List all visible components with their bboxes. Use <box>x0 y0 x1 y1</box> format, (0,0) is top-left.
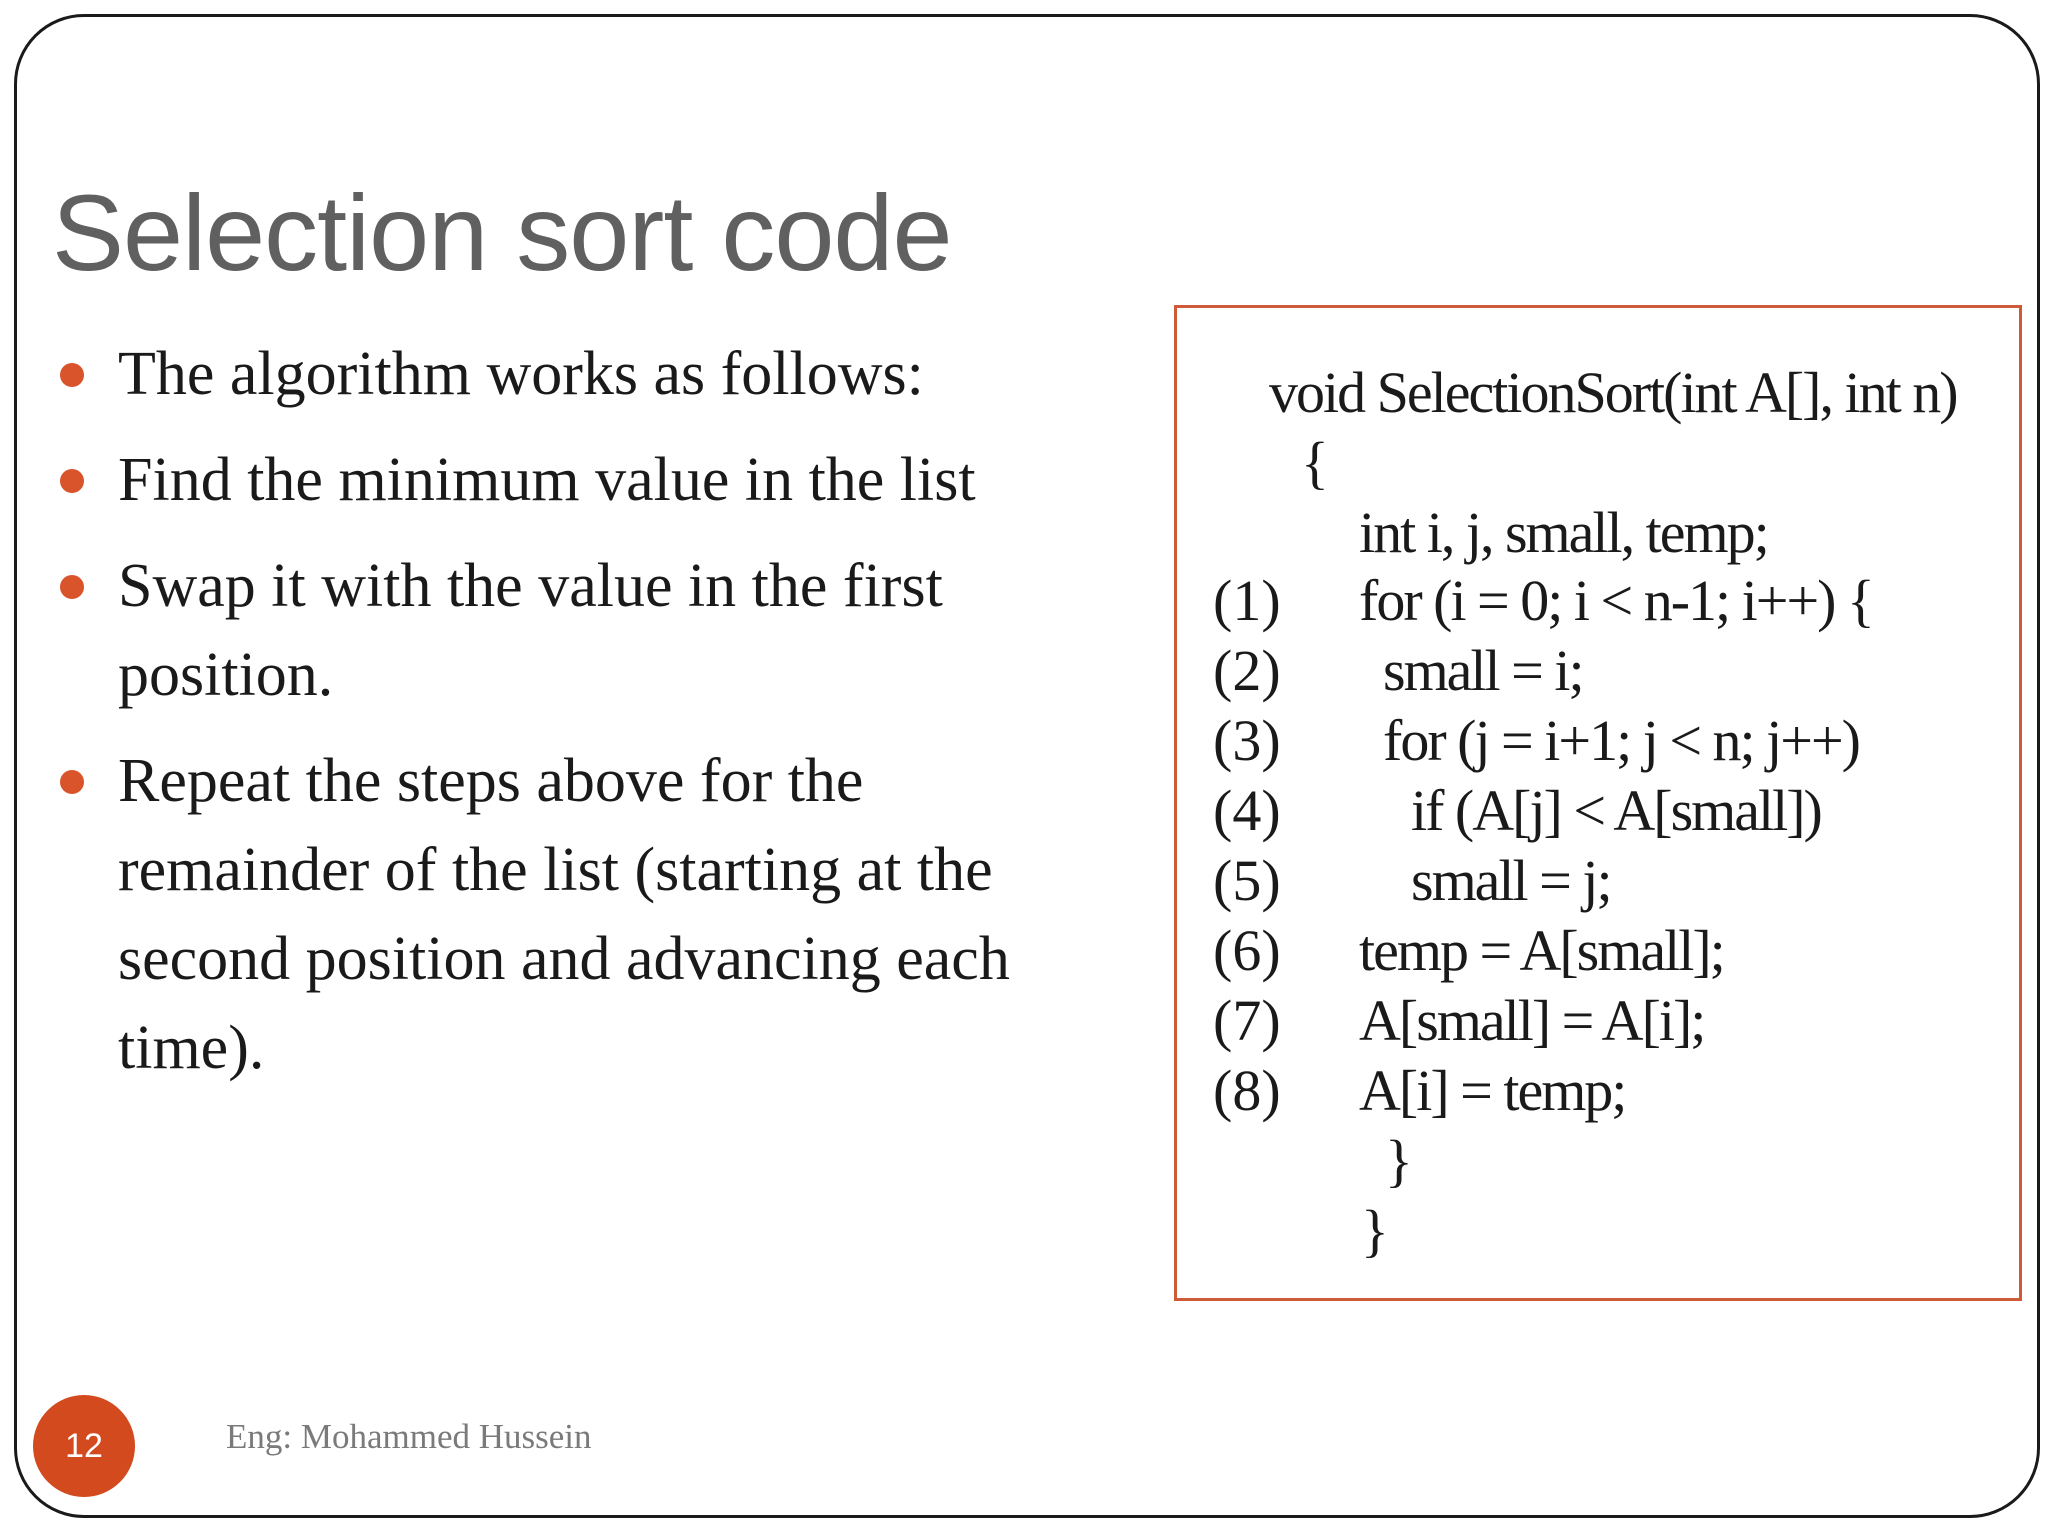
slide-title: Selection sort code <box>52 172 952 293</box>
code-line: for (j = i+1; j < n; j++) <box>1383 708 1859 773</box>
code-open-brace: { <box>1301 430 1327 495</box>
bullet-dot-icon <box>60 575 84 599</box>
code-inner-close-brace: } <box>1385 1128 1411 1193</box>
bullet-item <box>60 330 1120 419</box>
bullet-text: Repeat the steps above for the remainder of the list (starting at the second position and advancing each time). <box>118 747 1010 1082</box>
code-declaration: int i, j, small, temp; <box>1359 500 1768 565</box>
code-close-brace: } <box>1361 1198 1387 1263</box>
footer-author: Eng: Mohammed Hussein <box>226 1417 592 1456</box>
bullet-item <box>60 542 1120 720</box>
code-function-header: void SelectionSort(int A[], int n) <box>1269 360 1957 425</box>
bullet-text: Swap it with the value in the first position. <box>118 552 943 709</box>
code-box <box>1174 305 2022 1301</box>
bullet-list <box>60 330 1120 1110</box>
line-number: (1) <box>1213 568 1281 633</box>
line-number: (8) <box>1213 1058 1281 1123</box>
code-line: for (i = 0; i < n-1; i++) { <box>1359 568 1873 633</box>
line-number: (4) <box>1213 778 1281 843</box>
code-line: temp = A[small]; <box>1359 918 1724 983</box>
line-number: (7) <box>1213 988 1281 1053</box>
line-number: (2) <box>1213 638 1281 703</box>
code-line: small = j; <box>1411 848 1611 913</box>
line-number: (5) <box>1213 848 1281 913</box>
bullet-dot-icon <box>60 469 84 493</box>
bullet-text: The algorithm works as follows: <box>118 340 924 408</box>
bullet-dot-icon <box>60 363 84 387</box>
bullet-item <box>60 436 1120 525</box>
code-line: A[small] = A[i]; <box>1359 988 1705 1053</box>
code-line: A[i] = temp; <box>1359 1058 1626 1123</box>
code-line: small = i; <box>1383 638 1583 703</box>
line-number: (3) <box>1213 708 1281 773</box>
bullet-text: Find the minimum value in the list <box>118 446 976 514</box>
bullet-item <box>60 737 1120 1093</box>
line-number: (6) <box>1213 918 1281 983</box>
bullet-dot-icon <box>60 770 84 794</box>
code-line: if (A[j] < A[small]) <box>1411 778 1821 843</box>
page-number-badge: 12 <box>33 1395 135 1497</box>
